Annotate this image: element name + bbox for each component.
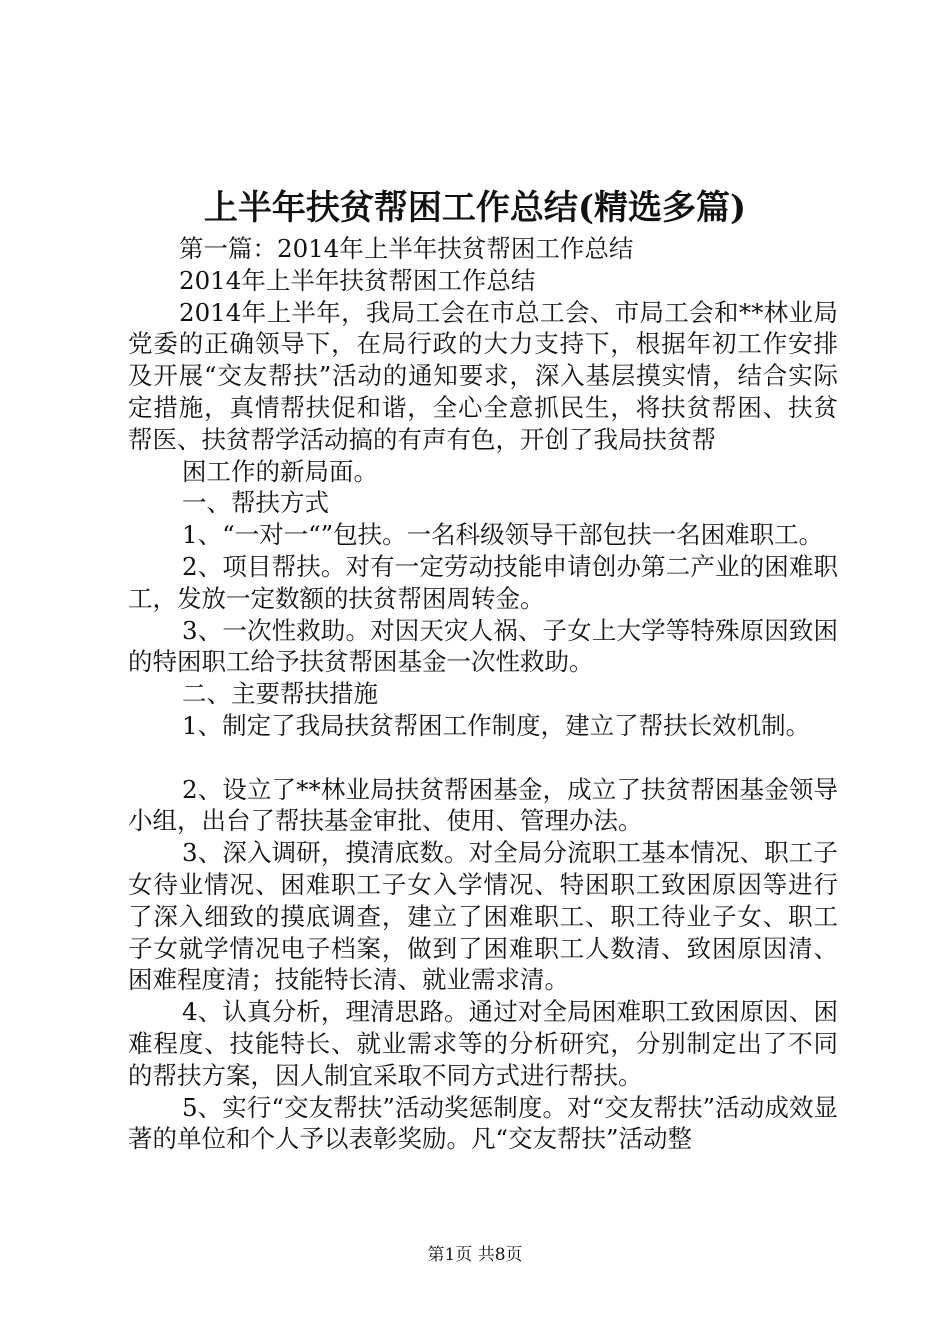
list-item: 5、实行“交友帮扶”活动奖惩制度。对“交友帮扶”活动成效显著的单位和个人予以表彰奖励。凡“交友帮扶”活动整 (128, 1092, 838, 1154)
list-item: 2、设立了**林业局扶贫帮困基金，成立了扶贫帮困基金领导小组，出台了帮扶基金审批、使用、管理办法。 (128, 774, 838, 836)
paragraph: 困工作的新局面。 (182, 456, 378, 486)
section-heading: 第一篇：2014年上半年扶贫帮困工作总结 (179, 234, 634, 263)
section-heading: 一、帮扶方式 (182, 488, 329, 518)
list-item: 1、制定了我局扶贫帮困工作制度，建立了帮扶长效机制。 (182, 710, 811, 740)
paragraph: 2014年上半年，我局工会在市总工会、市局工会和**林业局党委的正确领导下，在局行政的大力支持下，根据年初工作安排及开展“交友帮扶”活动的通知要求，深入基层摸实情，结合实际定措施，真情帮扶促和谐，全心全意抓民生，将扶贫帮困、扶贫帮医、扶贫帮学活动搞的有声有色，开创了我局扶贫帮 (128, 297, 838, 454)
list-item: 3、深入调研，摸清底数。对全局分流职工基本情况、职工子女待业情况、困难职工子女入学情况、特困职工致困原因等进行了深入细致的摸底调查，建立了困难职工、职工待业子女、职工子女就学情况电子档案，做到了困难职工人数清、致困原因清、困难程度清；技能特长清、就业需求清。 (128, 838, 838, 995)
page-footer: 第1页 共8页 (427, 1245, 523, 1265)
document-title: 上半年扶贫帮困工作总结(精选多篇) (203, 188, 747, 228)
list-item: 1、“一对一“”包扶。一名科级领导干部包扶一名困难职工。 (182, 520, 824, 550)
list-item: 3、一次性救助。对因天灾人祸、子女上大学等特殊原因致困的特困职工给予扶贫帮困基金一次性救助。 (128, 615, 838, 677)
list-item: 4、认真分析，理清思路。通过对全局困难职工致困原因、困难程度、技能特长、就业需求等的分析研究，分别制定出了不同的帮扶方案，因人制宜采取不同方式进行帮扶。 (128, 997, 838, 1090)
section-heading: 二、主要帮扶措施 (182, 679, 378, 709)
document-body (128, 233, 838, 1155)
list-item: 2、项目帮扶。对有一定劳动技能申请创办第二产业的困难职工，发放一定数额的扶贫帮困周转金。 (128, 551, 838, 613)
blank-line (128, 742, 838, 774)
subtitle: 2014年上半年扶贫帮困工作总结 (179, 265, 536, 295)
